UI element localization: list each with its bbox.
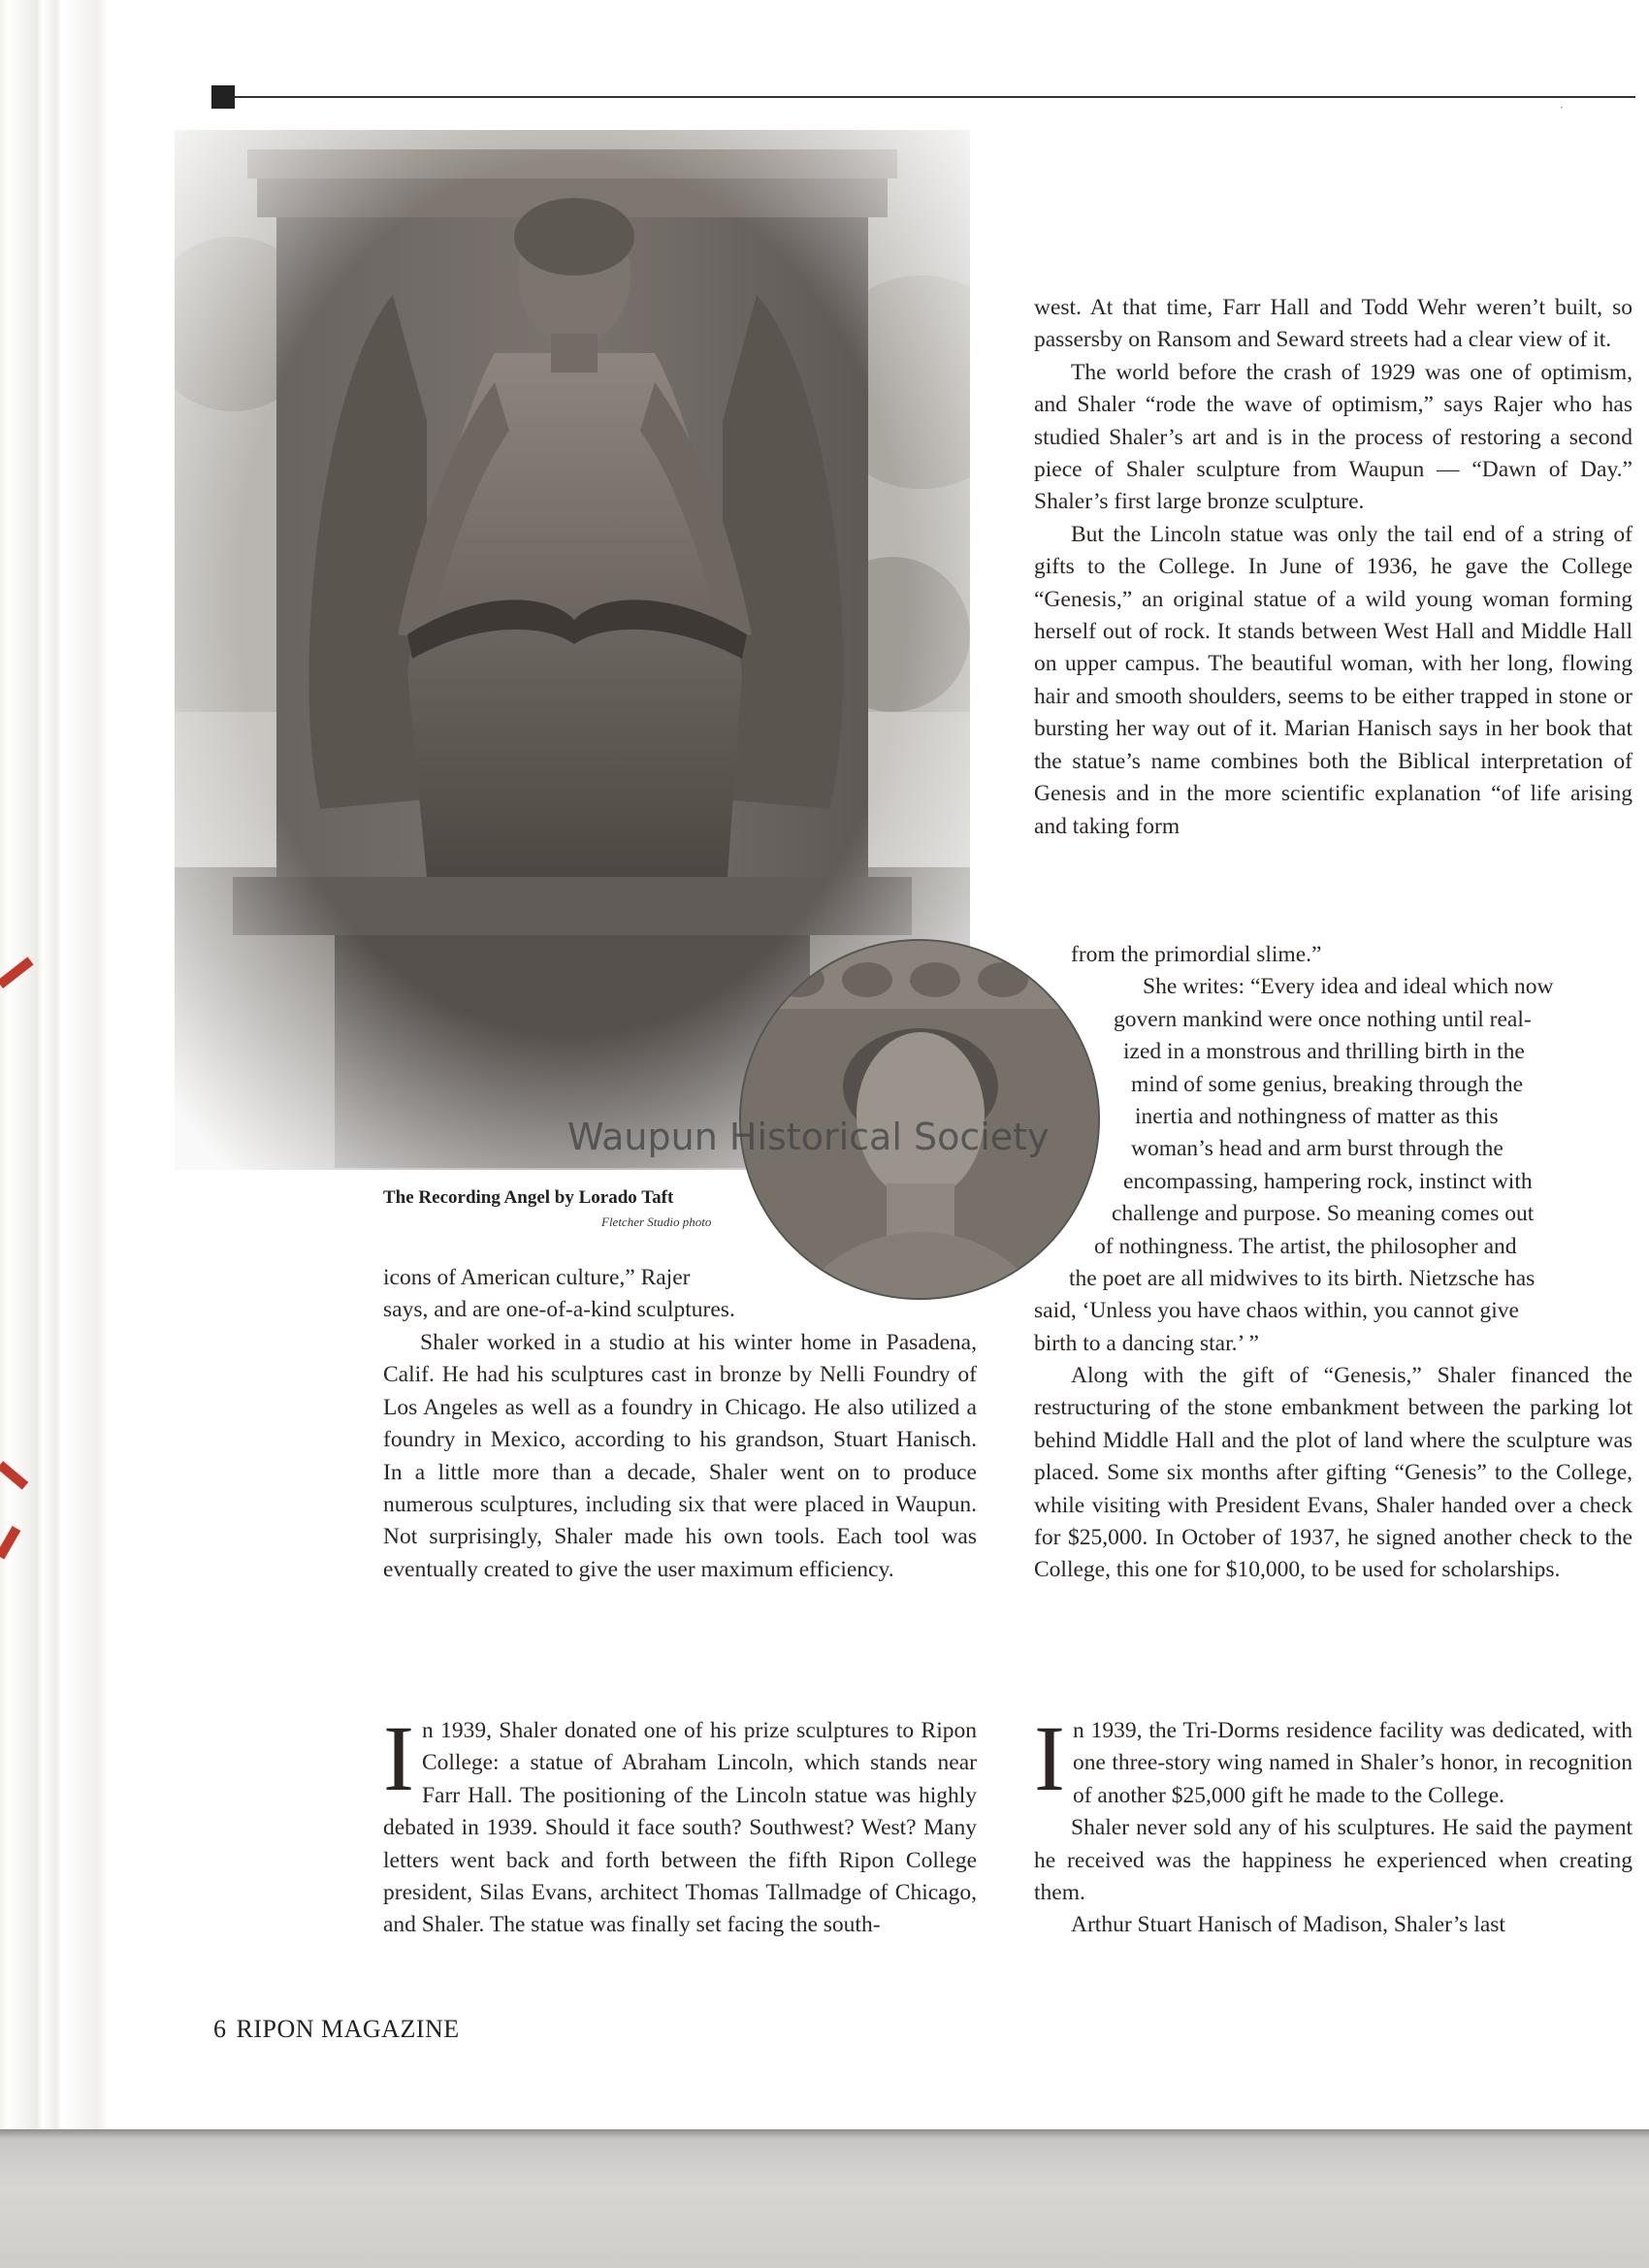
section-paragraph <box>383 1706 977 1942</box>
text-line: birth to a dancing star.’ ” <box>1034 1330 1259 1356</box>
watermark: Waupun Historical Society <box>567 1116 1050 1158</box>
drop-cap: I <box>1034 1706 1065 1810</box>
text-line: says, and are one-of-a-kind sculptures. <box>383 1297 735 1323</box>
text-line: icons of American culture,” Rajer <box>383 1265 691 1290</box>
body-paragraph: Arthur Stuart Hanisch of Madison, Shaler’s last <box>1071 1912 1505 1938</box>
text-line: of nothingness. The artist, the philosopher and <box>1094 1233 1517 1259</box>
scanner-background <box>0 2129 1649 2268</box>
text-line: encompassing, hampering rock, instinct with <box>1123 1168 1533 1194</box>
text-line: said, ‘Unless you have chaos within, you cannot give <box>1034 1298 1519 1324</box>
right-column-section <box>1034 1706 1633 1942</box>
publication-name: RIPON MAGAZINE <box>236 2015 460 2043</box>
speck: · <box>1560 101 1564 114</box>
body-paragraph: Shaler worked in a studio at his winter home in Pasadena, Calif. He had his sculptures cast in bronze by Nelli Foundry of Los Angeles as well as a foundry in Chicago. He also utilized a foundry in Mexico, according to his grandson, Stuart Hanisch. In a little more than a decade, Shaler went on to produce numerous sculptures, including six that were placed in Waupun. Not surprisingly, Shaler made his own tools. Each tool was eventually created to give the user maximum efficiency. <box>383 1330 977 1582</box>
text-line: woman’s head and arm burst through the <box>1131 1136 1504 1162</box>
section-paragraph <box>1034 1706 1633 1812</box>
body-paragraph: The world before the crash of 1929 was one of optimism, and Shaler “rode the wave of optimism,” says Rajer who has studied Shaler’s art and is in the process of restoring a second piece of Shaler sculpture from Waupun — “Dawn of Day.” Shaler’s first large bronze sculpture. <box>1034 359 1633 515</box>
body-paragraph: west. At that time, Farr Hall and Todd Wehr weren’t built, so passersby on Ransom and Seward streets had a clear view of it. <box>1034 295 1633 353</box>
right-column-body <box>1034 292 1633 843</box>
text-line: challenge and purpose. So meaning comes out <box>1112 1201 1535 1227</box>
text-line: She writes: “Every idea and ideal which now <box>1143 974 1554 1000</box>
text-line: mind of some genius, breaking through the <box>1131 1071 1523 1097</box>
text-line: ized in a monstrous and thrilling birth in the <box>1123 1039 1525 1065</box>
text-line: inertia and nothingness of matter as this <box>1135 1104 1499 1130</box>
header-rule-line <box>235 96 1635 98</box>
body-paragraph: Along with the gift of “Genesis,” Shaler financed the restructuring of the stone embankment between the parking lot behind Middle Hall and the plot of land where the sculpture was placed. Some six months after gifting “Genesis” to the College, while visiting with President Evans, Shaler handed over a check for $25,000. In October of 1937, he signed another check to the College, this one for $10,000, to be used for scholarships. <box>1034 1363 1633 1583</box>
section-text: n 1939, the Tri-Dorms residence facility was dedicated, with one three-story wing named in Shaler’s honor, in recognition of another $25,000 gift he made to the College. <box>1072 1718 1633 1808</box>
photo-credit: Fletcher Studio photo <box>601 1215 712 1229</box>
page-footer <box>213 2015 460 2044</box>
left-column-wrap-lines <box>383 1262 975 1327</box>
text-line: govern mankind were once nothing until real- <box>1114 1006 1532 1032</box>
body-paragraph: Shaler never sold any of his sculptures. He said the payment he received was the happiness he experienced when creating them. <box>1034 1815 1633 1906</box>
right-column-wrap-lines <box>1034 939 1635 1360</box>
page-number: 6 <box>213 2015 227 2043</box>
left-column-body <box>383 1327 977 1586</box>
body-paragraph: But the Lincoln statue was only the tail end of a string of gifts to the College. In June of 1936, he gave the College “Genesis,” an original statue of a wild young woman forming herself out of rock. It stands between West Hall and Middle Hall on upper campus. The beautiful woman, with her long, flowing hair and smooth shoulders, seems to be either trapped in stone or bursting her way out of it. Marian Hanisch says in her book that the statue’s name combines both the Biblical interpretation of Genesis and in the more scientific explanation “of life arising and taking form <box>1034 521 1633 839</box>
text-line: from the primordial slime.” <box>1071 942 1322 967</box>
page-stack-edges <box>0 0 116 2139</box>
section-text: n 1939, Shaler donated one of his prize sculptures to Ripon College: a statue of Abraham Lincoln, which stands near Farr Hall. The positioning of the Lincoln statue was highly debated in 1939. Should it face south? Southwest? West? Many letters went back and forth between the fifth Ripon College president, Silas Evans, architect Thomas Tallmadge of Chicago, and Shaler. The statue was finally set facing the south- <box>383 1718 977 1938</box>
header-rule-square <box>211 85 235 109</box>
photo-caption: The Recording Angel by Lorado Taft <box>383 1187 674 1208</box>
left-column-section <box>383 1706 977 1942</box>
drop-cap: I <box>383 1706 414 1810</box>
right-column-body-2 <box>1034 1360 1633 1587</box>
text-line: the poet are all midwives to its birth. Nietzsche has <box>1069 1266 1536 1292</box>
